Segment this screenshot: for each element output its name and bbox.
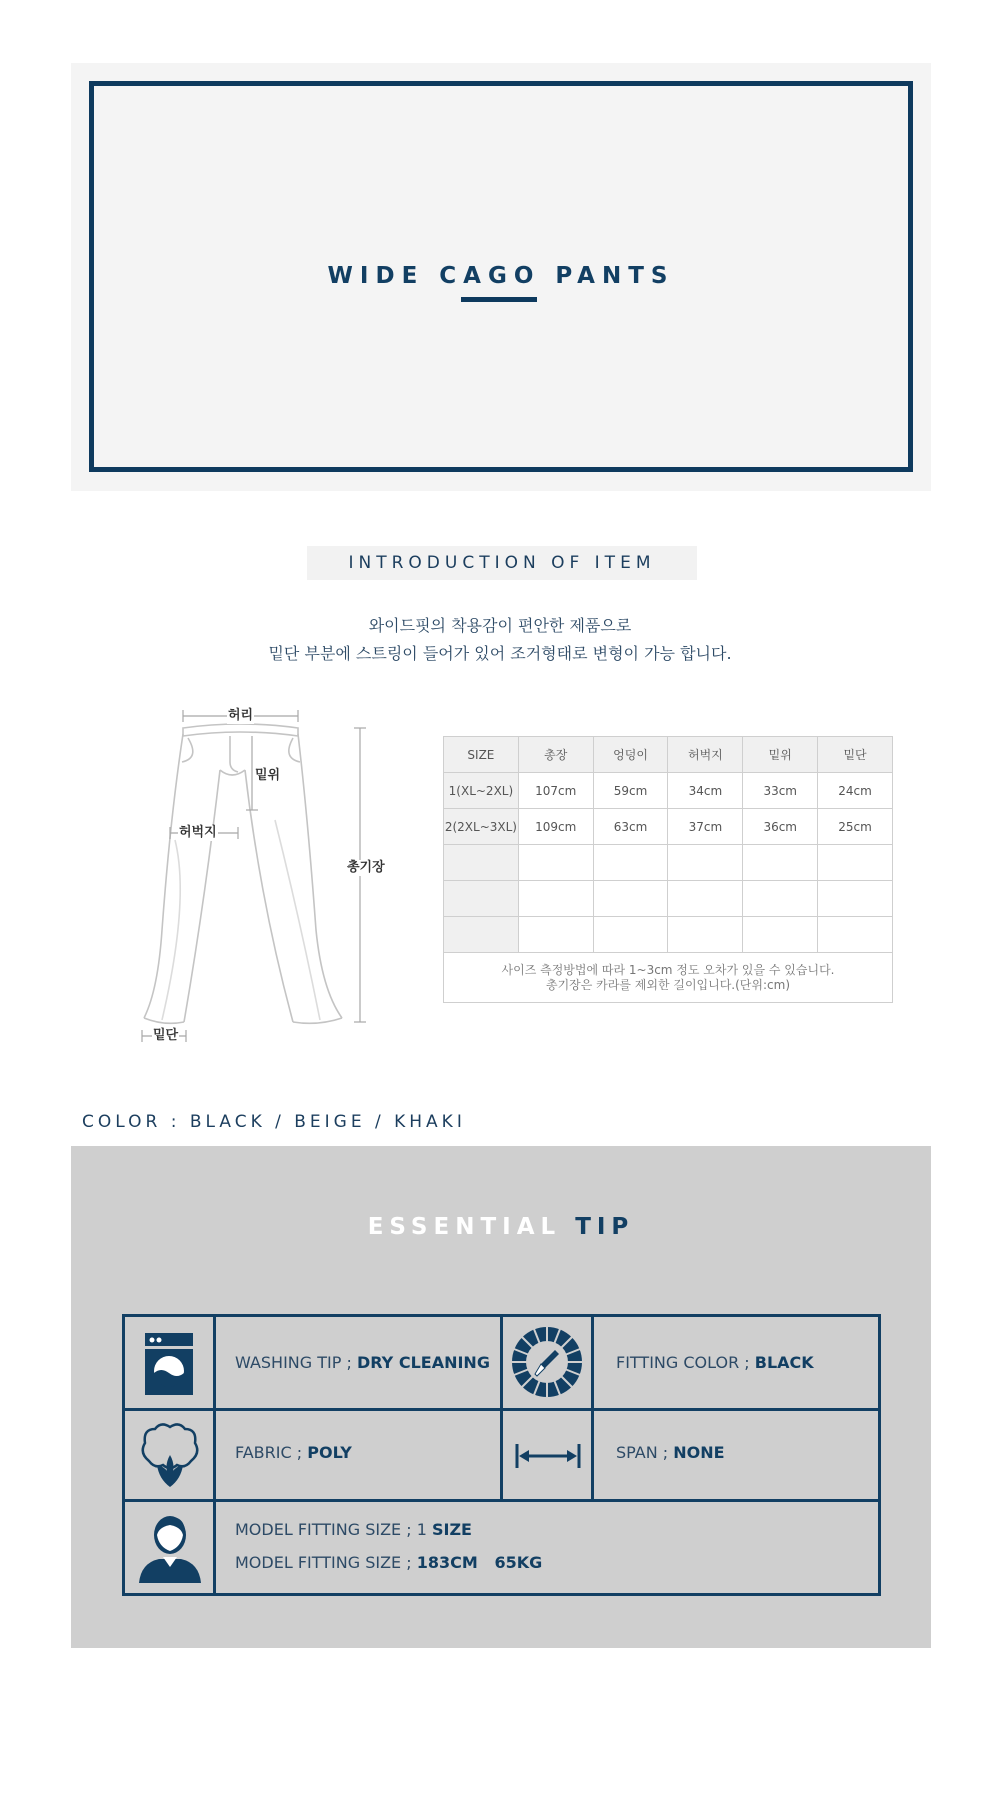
table-cell: 37cm [668, 809, 743, 845]
intro-line-2: 밑단 부분에 스트링이 들어가 있어 조거형태로 변형이 가능 합니다. [268, 644, 732, 663]
washing-tip-value: DRY CLEANING [356, 1353, 490, 1372]
rise-label: 밑위 [255, 768, 281, 783]
table-header-row [444, 737, 893, 773]
size-note-line-2: 총기장은 카라를 제외한 길이입니다.(단위:cm) [545, 977, 791, 992]
intro-description [0, 612, 1000, 668]
person-icon [137, 1513, 203, 1587]
table-cell: 24cm [818, 773, 893, 809]
hem-label: 밑단 [153, 1028, 179, 1043]
size-note [444, 953, 893, 1003]
model-size-label: MODEL FITTING SIZE ; 1 [235, 1520, 432, 1539]
table-cell: 1(XL~2XL) [444, 773, 519, 809]
title-underline [461, 297, 537, 302]
table-cell-empty [593, 881, 668, 917]
table-cell-empty [668, 917, 743, 953]
color-options: COLOR : BLACK / BEIGE / KHAKI [82, 1112, 466, 1132]
table-cell: 2(2XL~3XL) [444, 809, 519, 845]
table-note-row [444, 953, 893, 1003]
hero-banner [71, 63, 931, 491]
table-header: 밑위 [743, 737, 818, 773]
table-header: 허벅지 [668, 737, 743, 773]
tip-title [71, 1214, 931, 1240]
table-cell: 33cm [743, 773, 818, 809]
table-cell: 25cm [818, 809, 893, 845]
table-cell: 107cm [518, 773, 593, 809]
table-cell-empty [743, 917, 818, 953]
fitting-color [616, 1353, 814, 1372]
stretch-arrow-icon [515, 1442, 581, 1474]
table-cell-empty [743, 845, 818, 881]
tip-title-tip: TIP [575, 1214, 635, 1240]
table-cell-empty [518, 917, 593, 953]
table-row [444, 773, 893, 809]
grid-divider [125, 1499, 878, 1502]
washing-tip-label: WASHING TIP ; [235, 1353, 357, 1372]
table-header: 엉덩이 [593, 737, 668, 773]
table-cell-empty [444, 845, 519, 881]
table-cell-empty [818, 881, 893, 917]
table-cell-empty [518, 845, 593, 881]
fitting-color-label: FITTING COLOR ; [616, 1353, 755, 1372]
essential-tip-section [71, 1146, 931, 1648]
table-cell-empty [818, 917, 893, 953]
model-body [235, 1553, 542, 1572]
grid-divider [213, 1317, 216, 1593]
washing-tip [235, 1353, 490, 1372]
table-row-empty [444, 881, 893, 917]
length-label: 총기장 [347, 860, 385, 875]
size-note-line-1: 사이즈 측정방법에 따라 1~3cm 정도 오차가 있을 수 있습니다. [501, 962, 835, 977]
fabric-value: POLY [307, 1443, 352, 1462]
table-header: SIZE [444, 737, 519, 773]
model-size-value: SIZE [431, 1520, 472, 1539]
span-value: NONE [673, 1443, 725, 1462]
table-cell: 109cm [518, 809, 593, 845]
table-cell-empty [668, 845, 743, 881]
table-header: 총장 [518, 737, 593, 773]
tip-grid [122, 1314, 881, 1596]
table-row [444, 809, 893, 845]
intro-heading: INTRODUCTION OF ITEM [348, 553, 656, 573]
pants-measurement-diagram [130, 700, 420, 1060]
fabric-label: FABRIC ; [235, 1443, 308, 1462]
grid-divider [125, 1408, 878, 1411]
cotton-icon [139, 1421, 201, 1495]
product-title: WIDE CAGO PANTS [327, 263, 675, 289]
table-cell: 63cm [593, 809, 668, 845]
fabric [235, 1443, 352, 1462]
table-header: 밑단 [818, 737, 893, 773]
span [616, 1443, 725, 1462]
model-body-label: MODEL FITTING SIZE ; [235, 1553, 417, 1572]
size-table [443, 736, 893, 1003]
table-cell-empty [444, 881, 519, 917]
tip-title-essential: ESSENTIAL [367, 1214, 562, 1240]
table-cell: 59cm [593, 773, 668, 809]
table-cell-empty [818, 845, 893, 881]
model-size [235, 1520, 472, 1539]
thigh-label: 허벅지 [179, 825, 217, 840]
intro-heading-box [307, 546, 697, 580]
table-cell-empty [444, 917, 519, 953]
table-row-empty [444, 917, 893, 953]
table-cell: 36cm [743, 809, 818, 845]
waist-label: 허리 [228, 708, 254, 723]
fitting-color-value: BLACK [754, 1353, 814, 1372]
model-body-value: 183CM 65KG [416, 1553, 543, 1572]
span-label: SPAN ; [616, 1443, 674, 1462]
table-row-empty [444, 845, 893, 881]
color-wheel-icon [511, 1326, 583, 1402]
table-cell-empty [593, 917, 668, 953]
table-cell-empty [593, 845, 668, 881]
table-cell-empty [518, 881, 593, 917]
table-cell-empty [743, 881, 818, 917]
intro-line-1: 와이드핏의 착용감이 편안한 제품으로 [368, 616, 632, 635]
table-cell: 34cm [668, 773, 743, 809]
table-cell-empty [668, 881, 743, 917]
washing-machine-icon [143, 1333, 195, 1399]
pants-outline-illustration [130, 700, 420, 1060]
